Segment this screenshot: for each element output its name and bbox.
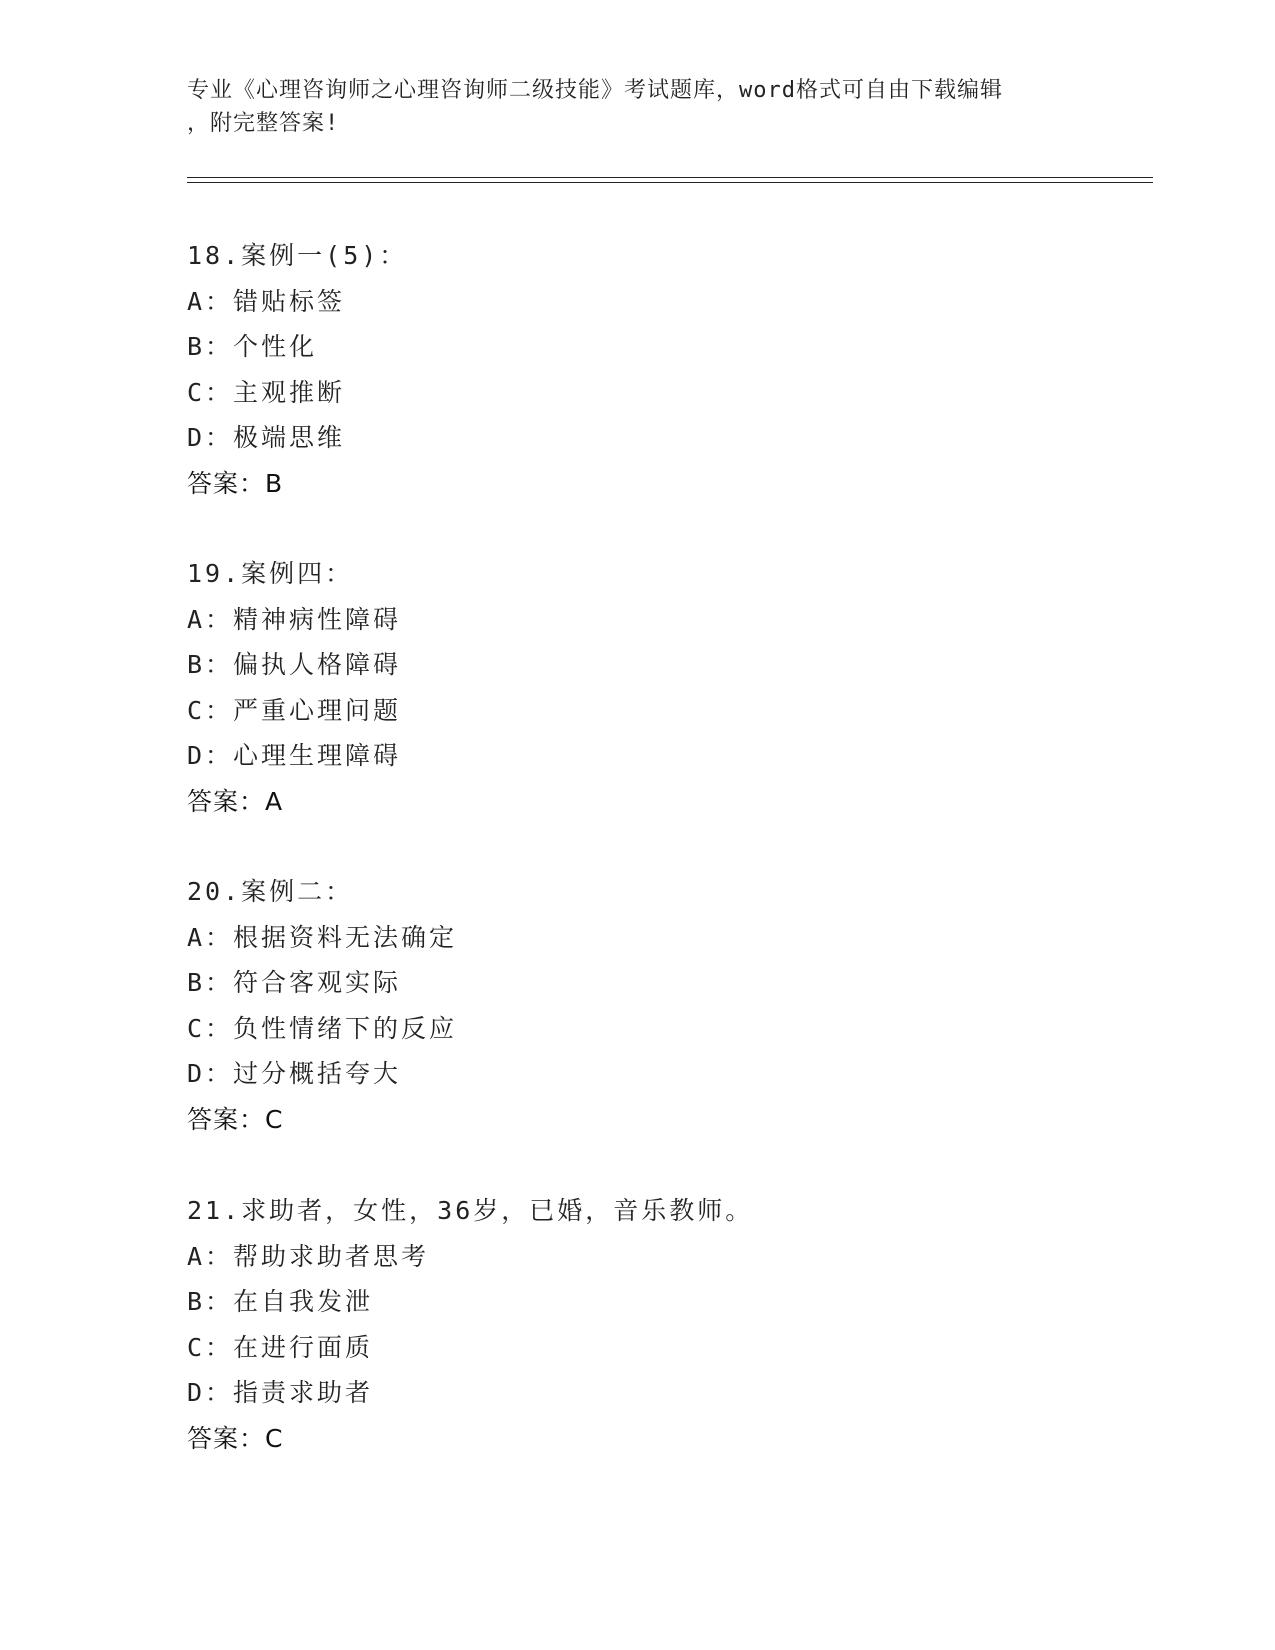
option-d: D：指责求助者	[187, 1378, 374, 1407]
document-header	[187, 74, 1067, 140]
option-c: C：严重心理问题	[187, 695, 402, 725]
option-a: A：帮助求助者思考	[187, 1241, 430, 1271]
option-a: A：错贴标签	[187, 286, 346, 316]
question-stem: 18.案例一(5)：	[187, 241, 408, 270]
option-a: A：精神病性障碍	[187, 604, 402, 634]
option-b: B：偏执人格障碍	[187, 650, 402, 679]
option-c: C：负性情绪下的反应	[187, 1013, 458, 1043]
option-b: B：在自我发泄	[187, 1287, 374, 1316]
option-c: C：在进行面质	[187, 1332, 374, 1362]
header-divider-top	[187, 177, 1153, 178]
question-20	[187, 869, 1087, 1142]
option-d: D：过分概括夸大	[187, 1059, 402, 1088]
question-stem: 19.案例四：	[187, 559, 354, 588]
answer-text: 答案：C	[187, 1423, 284, 1453]
answer-text: 答案：A	[187, 786, 284, 816]
question-19	[187, 551, 1087, 824]
question-21	[187, 1188, 1087, 1461]
question-stem: 21.求助者，女性，36岁，已婚，音乐教师。	[187, 1196, 754, 1225]
option-c: C：主观推断	[187, 377, 346, 407]
question-stem: 20.案例二：	[187, 877, 354, 906]
option-a: A：根据资料无法确定	[187, 922, 458, 952]
option-b: B：个性化	[187, 332, 318, 361]
header-line-2: ，附完整答案!	[187, 111, 340, 136]
question-18	[187, 233, 1087, 506]
header-divider-bottom	[187, 182, 1153, 183]
option-b: B：符合客观实际	[187, 968, 402, 997]
header-line-1: 专业《心理咨询师之心理咨询师二级技能》考试题库，word格式可自由下载编辑	[187, 78, 1003, 103]
option-d: D：心理生理障碍	[187, 741, 402, 770]
answer-text: 答案：C	[187, 1104, 284, 1134]
option-d: D：极端思维	[187, 423, 346, 452]
answer-text: 答案：B	[187, 468, 284, 498]
